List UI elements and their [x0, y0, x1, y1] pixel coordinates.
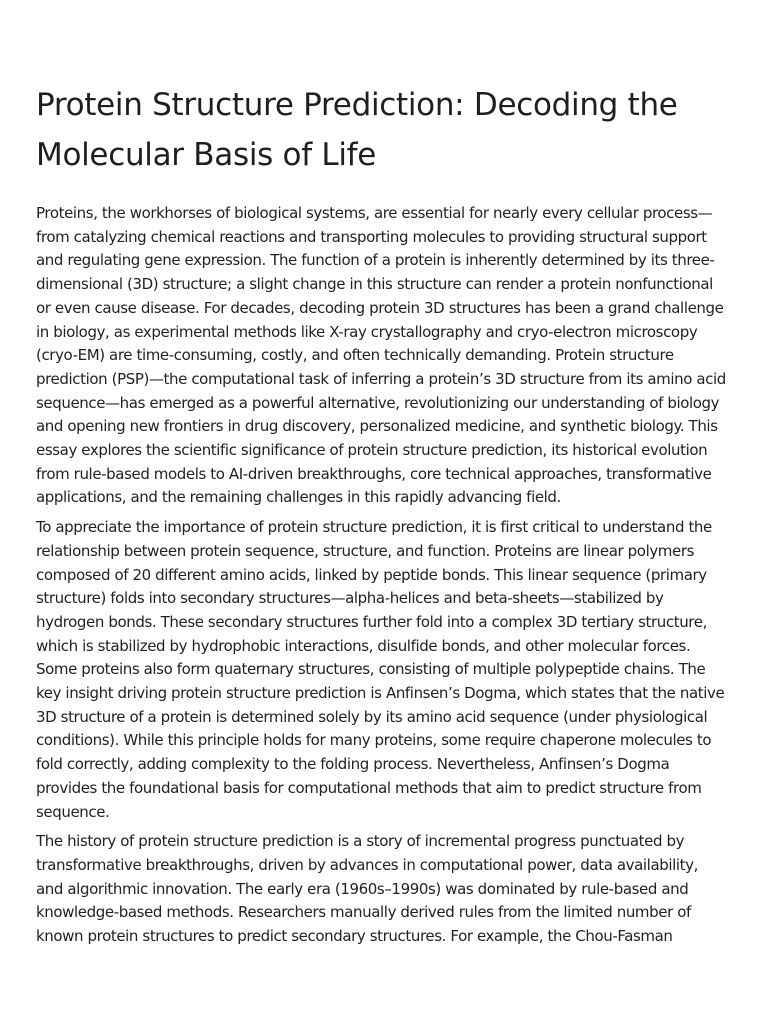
paragraph-intro: Proteins, the workhorses of biological systems, are essential for nearly every cellular process—from catalyzing chemical reactions and transporting molecules to providing structural support and regulating gene expression. The function of a protein is inherently determined by its three-dimensional (3D) structure; a slight change in this structure can render a protein nonfunctional or even cause disease. For decades, decoding protein 3D structures has been a grand challenge in biology, as experimental methods like X-ray crystallography and cryo-electron microscopy (cryo-EM) are time-consuming, costly, and often technically demanding. Protein structure prediction (PSP)—the computational task of inferring a protein’s 3D structure from its amino acid sequence—has emerged as a powerful alternative, revolutionizing our understanding of biology and opening new frontiers in drug discovery, personalized medicine, and synthetic biology. This essay explores the scientific significance of protein structure prediction, its historical evolution from rule-based models to AI-driven breakthroughs, core technical approaches, transformative applications, and the remaining challenges in this rapidly advancing field.	[36, 204, 726, 507]
document-body	[36, 202, 729, 949]
page-title: Protein Structure Prediction: Decoding the Molecular Basis of Life	[36, 87, 678, 173]
paragraph-history: The history of protein structure prediction is a story of incremental progress punctuated by transformative breakthroughs, driven by advances in computational power, data availability, and algorithmic innovation. The early era (1960s–1990s) was dominated by rule-based and knowledge-based methods. Researchers manually derived rules from the limited number of known protein structures to predict secondary structures. For example, the Chou-Fasman	[36, 832, 698, 946]
document-page	[36, 80, 729, 955]
paragraph-sequence-structure: To appreciate the importance of protein structure prediction, it is first critical to understand the relationship between protein sequence, structure, and function. Proteins are linear polymers composed of 20 different amino acids, linked by peptide bonds. This linear sequence (primary structure) folds into secondary structures—alpha-helices and beta-sheets—stabilized by hydrogen bonds. These secondary structures further fold into a complex 3D tertiary structure, which is stabilized by hydrophobic interactions, disulfide bonds, and other molecular forces. Some proteins also form quaternary structures, consisting of multiple polypeptide chains. The key insight driving protein structure prediction is Anfinsen’s Dogma, which states that the native 3D structure of a protein is determined solely by its amino acid sequence (under physiological conditions). While this principle holds for many proteins, some require chaperone molecules to fold correctly, adding complexity to the folding process. Nevertheless, Anfinsen’s Dogma provides the foundational basis for computational methods that aim to predict structure from sequence.	[36, 518, 725, 821]
